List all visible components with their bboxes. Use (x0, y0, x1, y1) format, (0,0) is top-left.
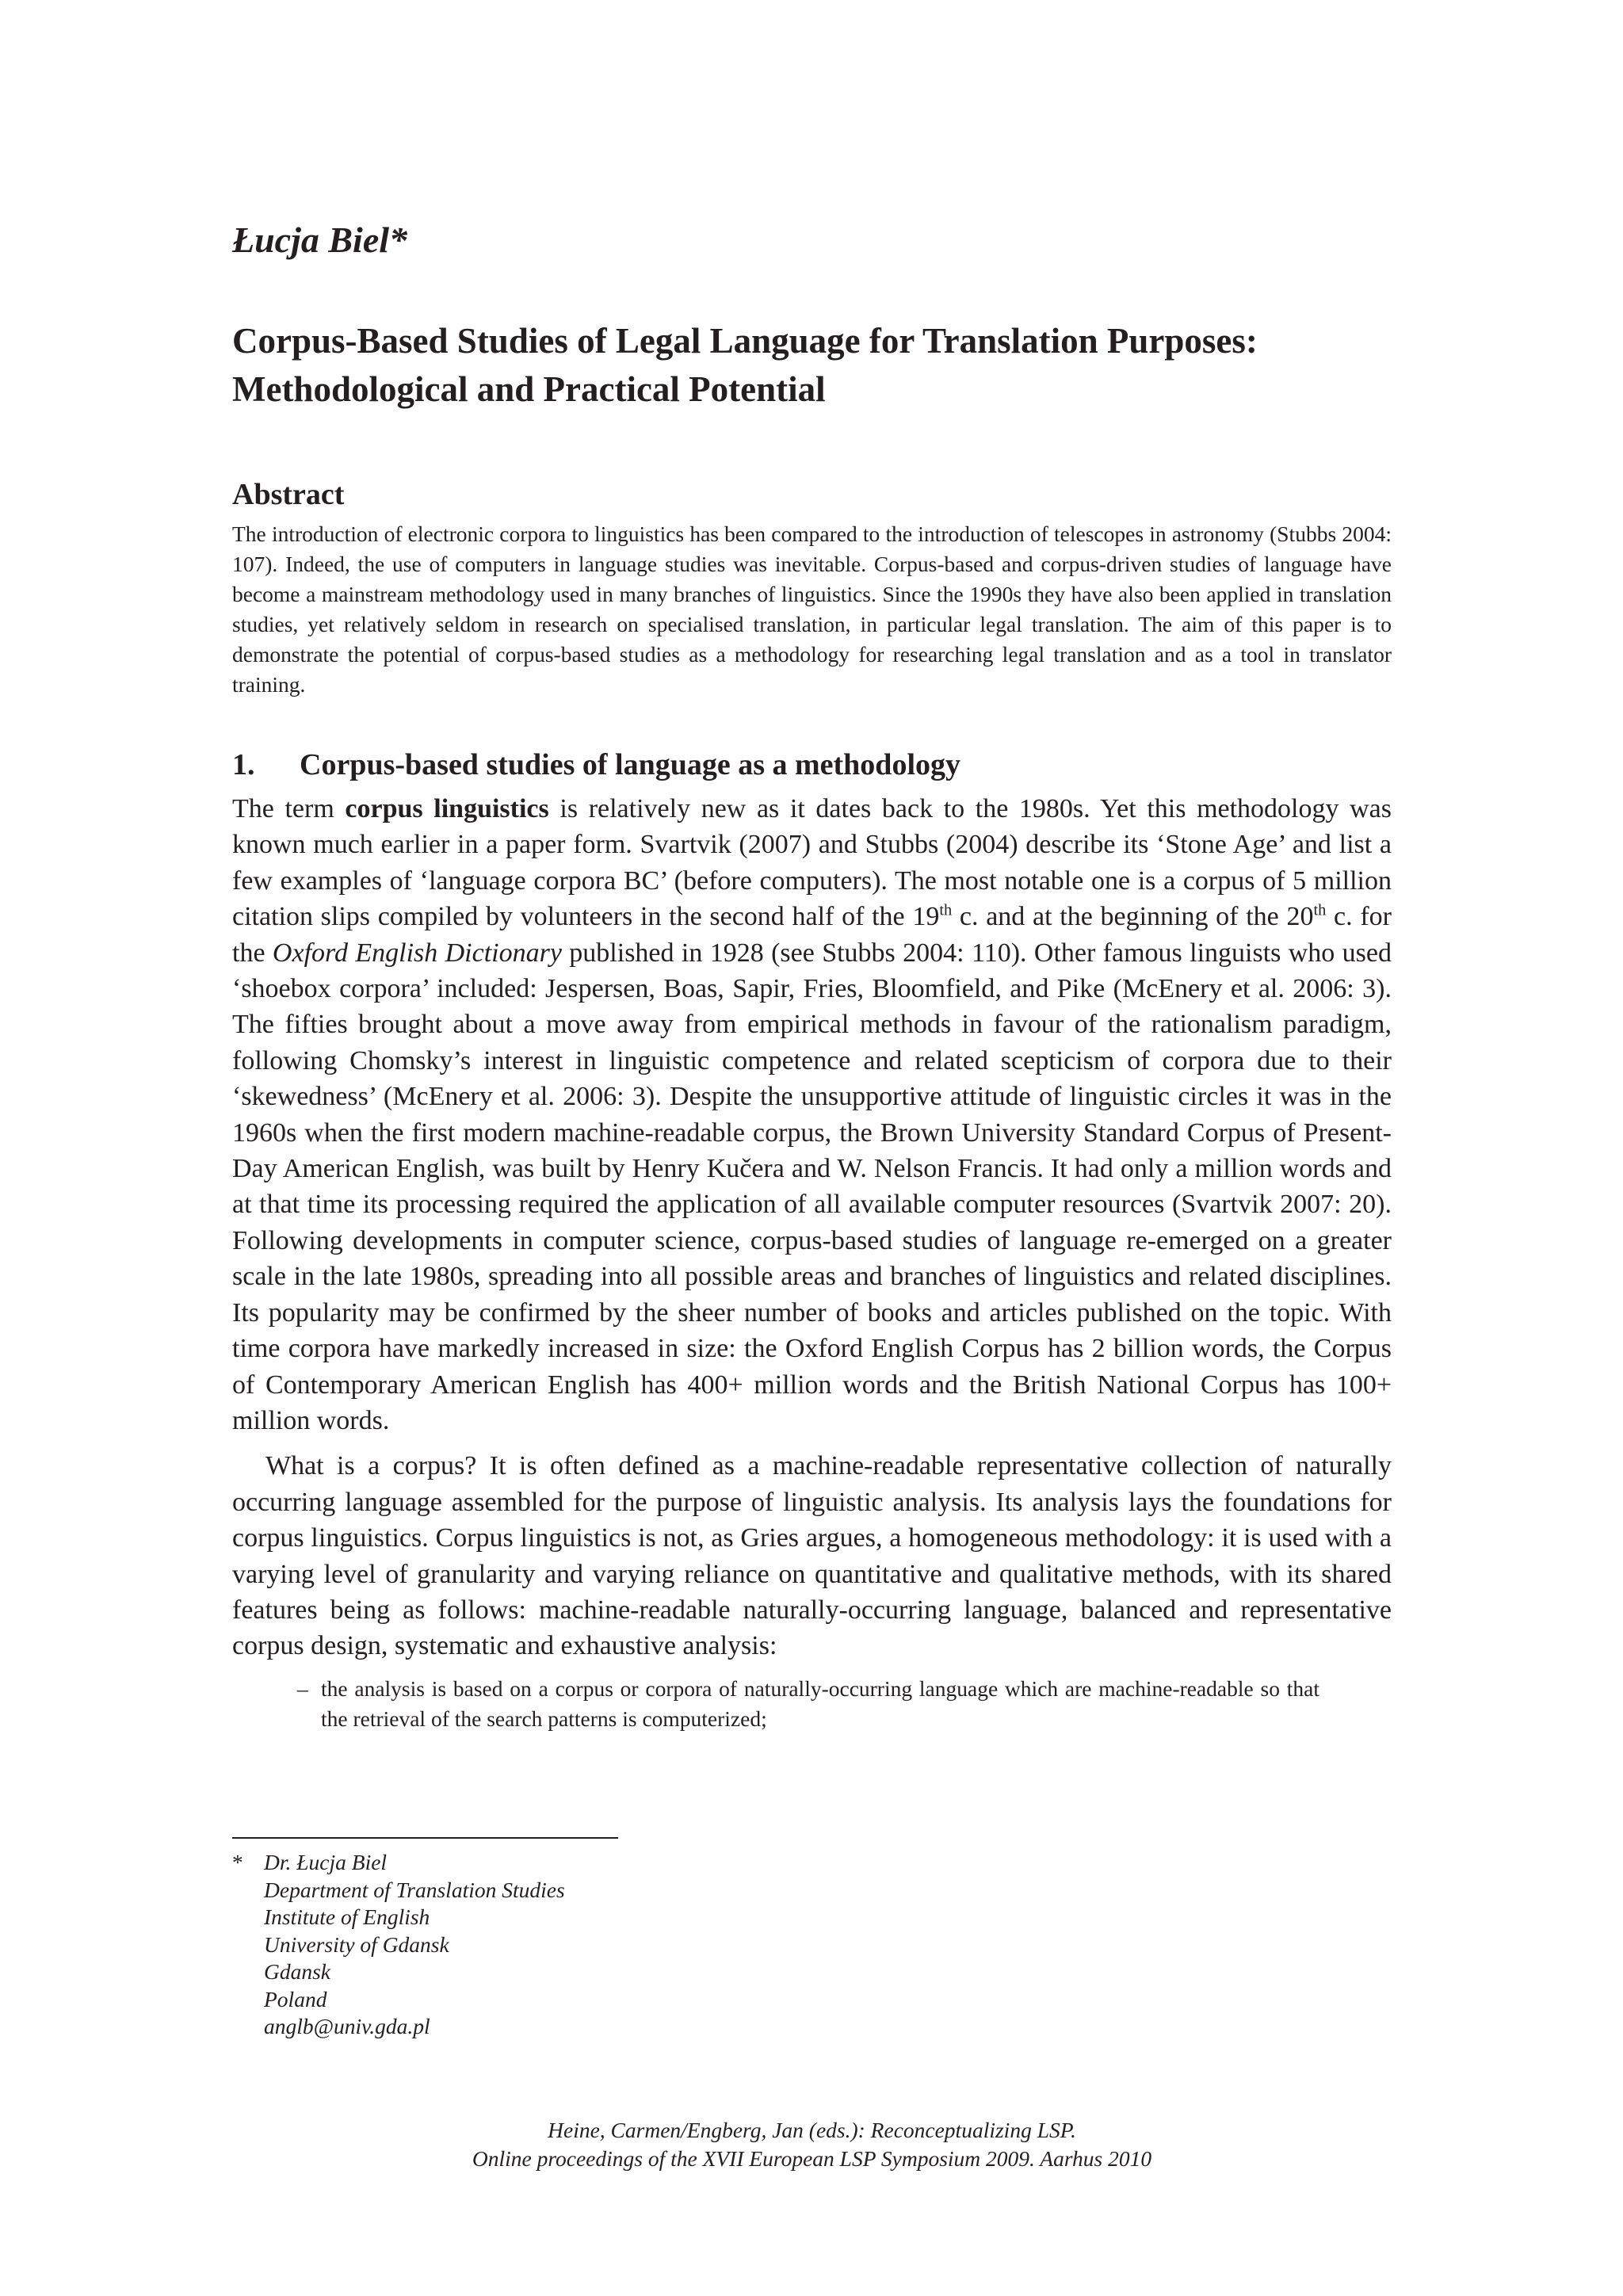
footnote-lines (264, 1849, 565, 2041)
section-body (232, 791, 1392, 1734)
p1-text-e: published in 1928 (see Stubbs 2004: 110). Other famous linguists who used ‘shoebox corpora’ included: Jespersen, Boas, Sapir, Fries, Bloomfield, and Pike (McEnery et al. 2006: 3). The fifties brought about a move away from empirical methods in favour of the rationalism paradigm, following Chomsky’s interest in linguistic competence and related scepticism of corpora due to their ‘skewedness’ (McEnery et al. 2006: 3). Despite the unsupportive attitude of linguistic circles it was in the 1960s when the first modern machine-readable corpus, the Brown University Standard Corpus of Present-Day American English, was built by Henry Kučera and W. Nelson Francis. It had only a million words and at that time its processing required the application of all available computer resources (Svartvik 2007: 20). Following developments in computer science, corpus-based studies of language re-emerged on a greater scale in the late 1980s, spreading into all possible areas and branches of linguistics and related disciplines. Its popularity may be confirmed by the sheer number of books and articles published on the topic. With time corpora have markedly increased in size: the Oxford English Corpus has 2 billion words, the Corpus of Contemporary American English has 400+ million words and the British National Corpus has 100+ million words. (232, 938, 1392, 1435)
footnote-line: Department of Translation Studies (264, 1877, 565, 1902)
superscript-th: th (1313, 901, 1327, 919)
list-dash: – (297, 1675, 308, 1701)
footnote-email: anglb@univ.gda.pl (264, 2014, 430, 2038)
abstract-heading: Abstract (232, 478, 345, 511)
footnote (232, 1849, 565, 2041)
list-item-text: the analysis is based on a corpus or corpora of naturally-occurring language which are machine-readable so that the retrieval of the search patterns is computerized; (321, 1675, 1319, 1731)
section-title: Corpus-based studies of language as a methodology (300, 748, 960, 781)
footnote-line: University of Gdansk (264, 1931, 449, 1957)
list-item (297, 1674, 1319, 1734)
footnote-line: Gdansk (264, 1959, 331, 1984)
paragraph-1 (232, 791, 1392, 1438)
dictionary-title: Oxford English Dictionary (272, 938, 562, 968)
section-number: 1. (232, 748, 255, 781)
footnote-line: Poland (264, 1986, 327, 2011)
footer-line-1: Heine, Carmen/Engberg, Jan (eds.): Reconceptualizing LSP. (548, 2118, 1076, 2142)
section-heading (232, 747, 960, 784)
title-line-2: Methodological and Practical Potential (232, 369, 826, 409)
term-corpus-linguistics: corpus linguistics (345, 794, 549, 823)
paper-title (232, 317, 1405, 414)
paragraph-2: What is a corpus? It is often defined as a machine-readable representative collection of naturally occurring language assembled for the purpose of linguistic analysis. Its analysis lays the foundations for corpus linguistics. Corpus linguistics is not, as Gries argues, a homogeneous methodology: it is used with a varying level of granularity and varying reliance on quantitative and qualitative methods, with its shared features being as follows: machine-readable naturally-occurring language, balanced and representative corpus design, systematic and exhaustive analysis: (232, 1451, 1392, 1661)
footnote-mark: * (232, 1850, 243, 1874)
abstract-text: The introduction of electronic corpora to linguistics has been compared to the introduction of telescopes in astronomy (Stubbs 2004: 107). Indeed, the use of computers in language studies was inevitable. Corpus-based and corpus-driven studies of language have become a mainstream methodology used in many branches of linguistics. Since the 1990s they have also been applied in translation studies, yet relatively seldom in research on specialised translation, in particular legal translation. The aim of this paper is to demonstrate the potential of corpus-based studies as a methodology for researching legal translation and as a tool in translator training. (232, 521, 1392, 697)
author-name: Łucja Biel* (232, 220, 408, 260)
superscript-th: th (939, 901, 953, 919)
footer-line-2: Online proceedings of the XVII European LSP Symposium 2009. Aarhus 2010 (472, 2146, 1152, 2171)
p1-text-b: is relatively new as it dates back to the 1980s. Yet this methodology was known much earlier in a paper form. Svartvik (2007) and Stubbs (2004) describe its ‘Stone Age’ and list a few examples of ‘language corpora BC’ (before computers). The most notable one is a corpus of 5 million citation slips compiled by volunteers in the second half of the 19 (232, 794, 1392, 932)
p1-text-c: c. and at the beginning of the 20 (952, 902, 1314, 932)
title-line-1: Corpus-Based Studies of Legal Language for Translation Purposes: (232, 321, 1258, 361)
footnote-line: Institute of English (264, 1904, 430, 1929)
p1-text-a: The term (232, 794, 346, 823)
footnote-divider (232, 1837, 618, 1839)
p1-text-d: c. for the (232, 902, 1392, 968)
page-footer (232, 2116, 1392, 2173)
footnote-line: Dr. Łucja Biel (264, 1850, 388, 1874)
